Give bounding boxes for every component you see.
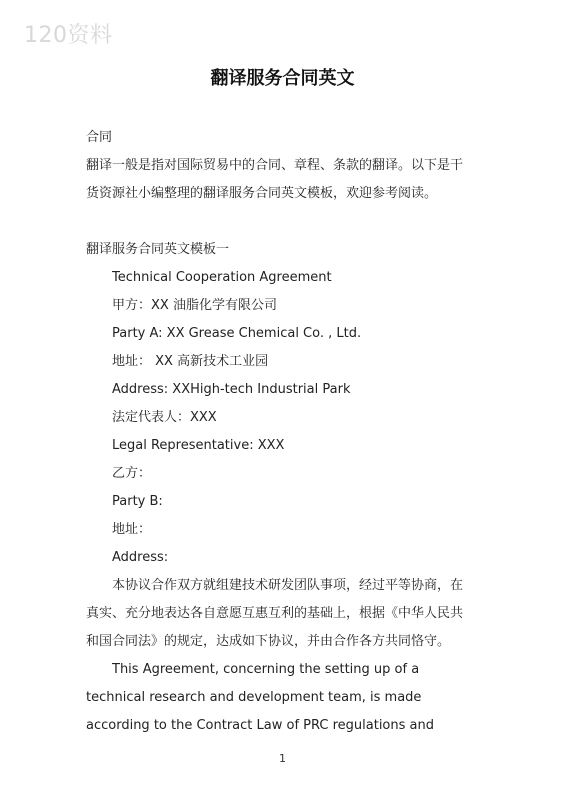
- preamble-en-line-3: according to the Contract Law of PRC regulations and: [86, 718, 434, 733]
- address-a-en: Address: XXHigh-tech Industrial Park: [112, 382, 351, 397]
- party-b-en: Party B:: [112, 494, 163, 509]
- preamble-en-line-2: technical research and development team, is made: [86, 690, 422, 705]
- address-b-cn: 地址：: [112, 522, 152, 537]
- heading-contract: 合同: [86, 130, 113, 145]
- intro-line-2: 货资源社小编整理的翻译服务合同英文模板，欢迎参考阅读。: [86, 186, 438, 201]
- party-b-cn: 乙方：: [112, 466, 152, 481]
- address-a-cn: 地址： XX 高新技术工业园: [112, 354, 269, 369]
- party-a-en: Party A: XX Grease Chemical Co. , Ltd.: [112, 326, 362, 341]
- document-title: 翻译服务合同英文: [210, 68, 355, 89]
- watermark: 120资料: [24, 23, 113, 48]
- page-number: 1: [279, 752, 286, 765]
- intro-line-1: 翻译一般是指对国际贸易中的合同、章程、条款的翻译。以下是干: [86, 158, 464, 173]
- preamble-cn-line-3: 和国合同法》的规定，达成如下协议，并由合作各方共同恪守。: [86, 634, 451, 649]
- preamble-cn-line-2: 真实、充分地表达各自意愿互惠互利的基础上，根据《中华人民共: [86, 606, 464, 621]
- preamble-cn-line-1: 本协议合作双方就组建技术研发团队事项，经过平等协商，在: [112, 578, 464, 593]
- legal-rep-en: Legal Representative: XXX: [112, 438, 285, 453]
- address-b-en: Address:: [112, 550, 169, 565]
- legal-rep-cn: 法定代表人：XXX: [112, 410, 217, 425]
- template-heading: 翻译服务合同英文模板一: [86, 242, 230, 257]
- preamble-en-line-1: This Agreement, concerning the setting up of a: [112, 662, 420, 677]
- agreement-title-en: Technical Cooperation Agreement: [112, 270, 332, 285]
- party-a-cn: 甲方：XX 油脂化学有限公司: [112, 298, 277, 313]
